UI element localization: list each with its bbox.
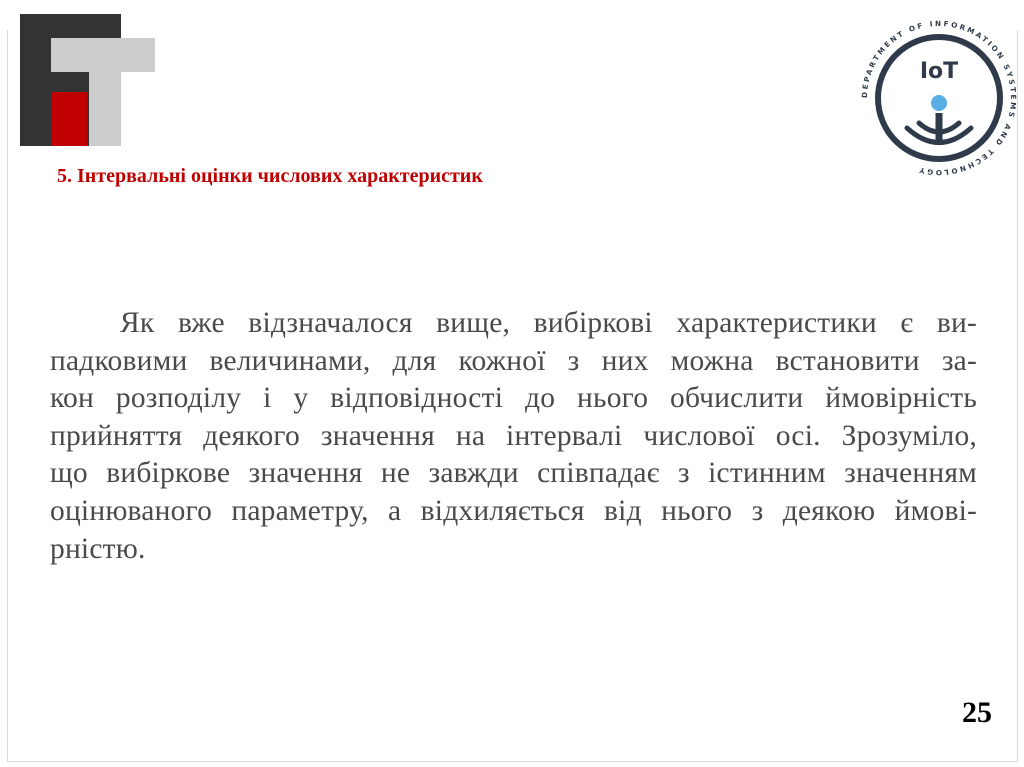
- body-line: кон розподілу і у відповідності до нього обчислити ймовірність: [50, 382, 977, 415]
- body-line: падковими величинами, для кожної з них можна встановити за-: [50, 344, 977, 377]
- body-line: оцінюваного параметру, а відхиляється від нього з деякою ймові-: [50, 494, 977, 527]
- ft-logo: [20, 14, 155, 146]
- ft-logo-red-block: [51, 92, 87, 146]
- iot-logo: [855, 7, 1023, 183]
- iot-logo-dot: [931, 95, 947, 111]
- body-paragraph: [50, 305, 977, 568]
- body-line: прийняття деякого значення на інтервалі числової осі. Зрозуміло,: [50, 419, 977, 452]
- body-line: рністю.: [50, 532, 146, 565]
- body-line: Як вже відзначалося вище, вибіркові характеристики є ви-: [120, 307, 977, 339]
- body-line: що вибіркове значення не завжди співпадає з істинним значенням: [50, 457, 977, 490]
- iot-logo-label: IoT: [919, 59, 959, 84]
- page-number: 25: [962, 696, 992, 729]
- section-title: 5. Інтервальні оцінки числових характеристик: [57, 165, 483, 187]
- iot-logo-ring-text: DEPARTMENT OF INFORMATION SYSTEMS AND TECHNOLOGY: [859, 18, 1019, 178]
- ft-logo-grey-stem: [89, 38, 121, 146]
